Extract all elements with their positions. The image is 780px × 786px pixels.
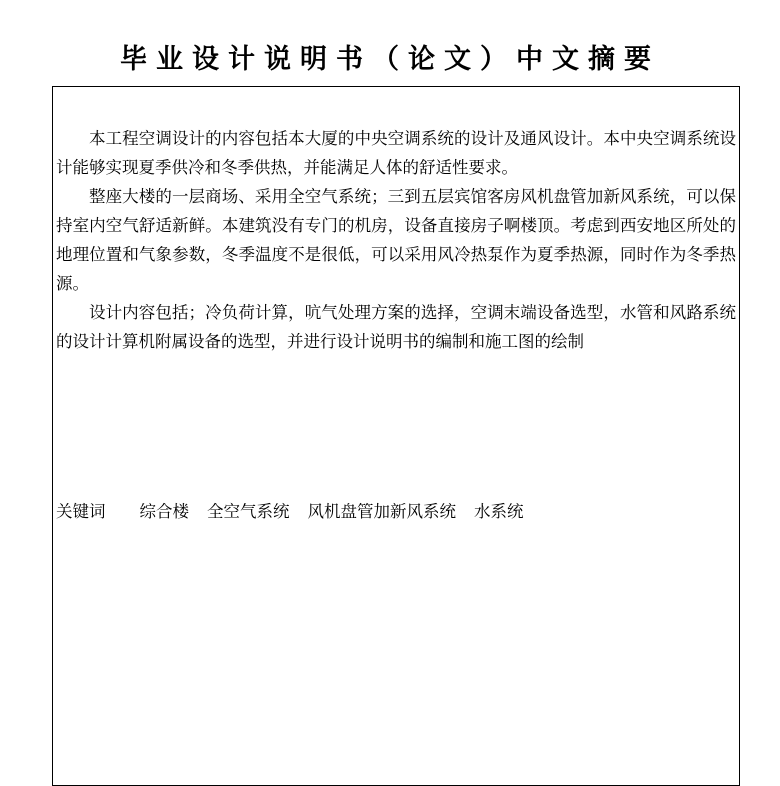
keyword-item: 全空气系统 [207, 502, 290, 521]
abstract-paragraph-2: 整座大楼的一层商场、采用全空气系统；三到五层宾馆客房风机盘管加新风系统，可以保持室内空气舒适新鲜。本建筑没有专门的机房，设备直接房子啊楼顶。考虑到西安地区所处的地理位置和气象参数，冬季温度不是很低，可以采用风冷热泵作为夏季热源，同时作为冬季热源。 [56, 187, 736, 293]
keyword-item: 风机盘管加新风系统 [307, 502, 456, 521]
keyword-item: 综合楼 [139, 502, 189, 521]
keywords-line [56, 497, 736, 526]
abstract-paragraph-3: 设计内容包括；冷负荷计算，吭气处理方案的选择，空调末端设备选型，水管和风路系统的设计计算机附属设备的选型，并进行设计说明书的编制和施工图的绘制 [56, 303, 736, 351]
page-title: 毕业设计说明书（论文）中文摘要 [120, 44, 660, 75]
abstract-paragraph-1: 本工程空调设计的内容包括本大厦的中央空调系统的设计及通风设计。本中央空调系统设计能够实现夏季供冷和冬季供热，并能满足人体的舒适性要求。 [56, 129, 736, 177]
keyword-item: 水系统 [474, 502, 524, 521]
keywords-label: 关键词 [56, 502, 106, 521]
abstract-body [56, 124, 736, 356]
